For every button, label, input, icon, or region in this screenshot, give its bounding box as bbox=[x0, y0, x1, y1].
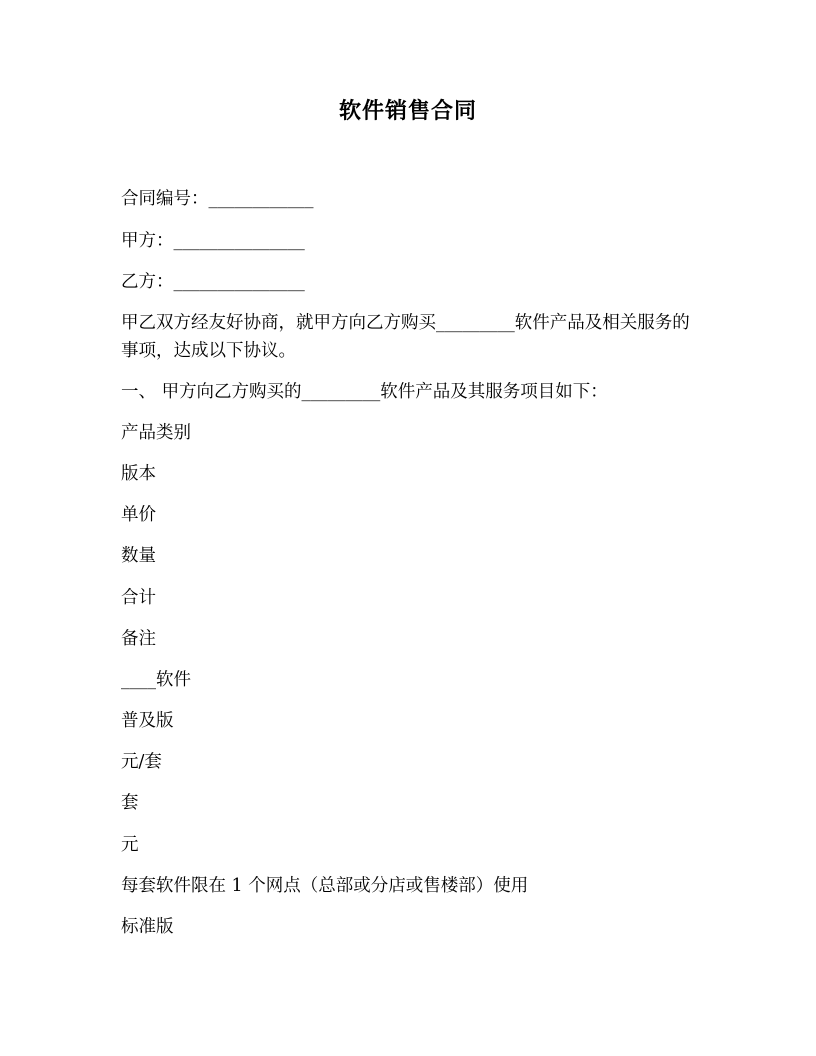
party-a-line: 甲方：_______________ bbox=[121, 231, 305, 251]
item-quantity: 数量 bbox=[121, 546, 156, 566]
intro-paragraph: 甲乙双方经友好协商，就甲方向乙方购买_________软件产品及相关服务的事项，达成以下协议。 bbox=[121, 313, 690, 361]
item-remarks: 备注 bbox=[121, 629, 156, 649]
item-unit-price: 单价 bbox=[121, 505, 156, 525]
contract-number-line: 合同编号：____________ bbox=[121, 189, 314, 209]
item-version: 版本 bbox=[121, 464, 156, 484]
item-basic-edition: 普及版 bbox=[121, 711, 174, 731]
item-software-name: ____软件 bbox=[121, 670, 191, 690]
item-usage-limit: 每套软件限在 1 个网点（总部或分店或售楼部）使用 bbox=[121, 876, 529, 896]
document-title: 软件销售合同 bbox=[338, 98, 477, 124]
item-total: 合计 bbox=[121, 588, 156, 608]
item-standard-edition: 标准版 bbox=[121, 917, 174, 937]
party-b-line: 乙方：_______________ bbox=[121, 272, 305, 292]
item-sets: 套 bbox=[121, 793, 139, 813]
item-yuan: 元 bbox=[121, 835, 139, 855]
section-1-heading: 一、 甲方向乙方购买的_________软件产品及其服务项目如下： bbox=[121, 382, 608, 402]
item-product-category: 产品类别 bbox=[121, 423, 191, 443]
item-per-set-price: 元/套 bbox=[121, 752, 162, 772]
